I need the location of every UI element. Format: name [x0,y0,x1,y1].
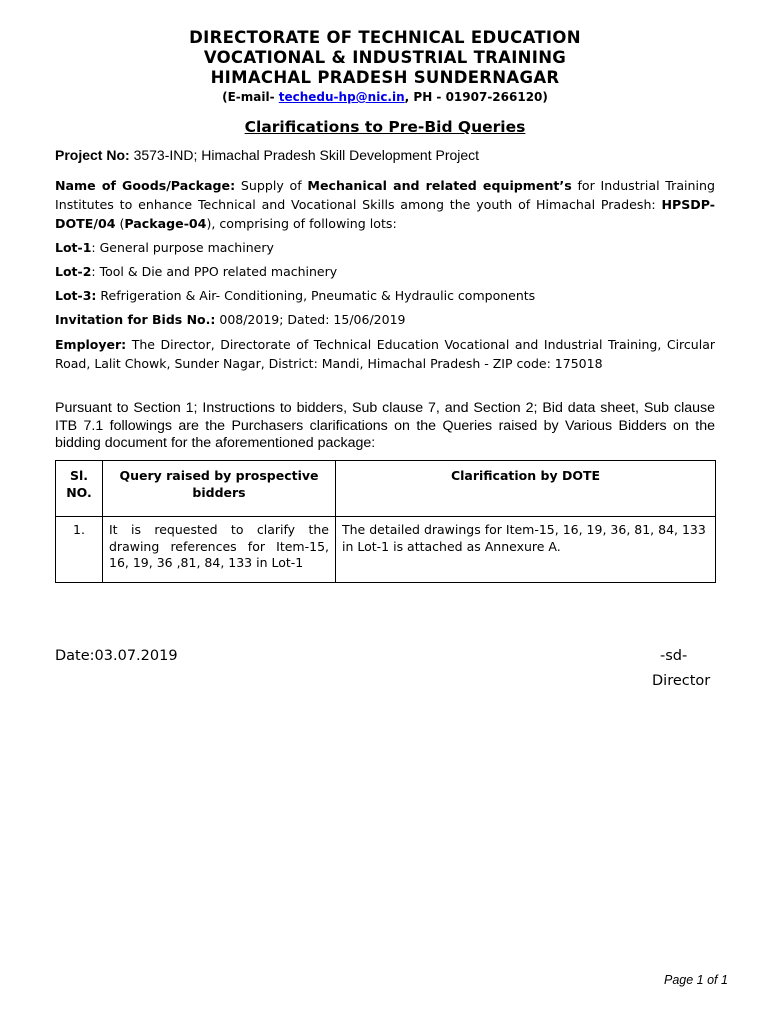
lot-label: Lot-3: [55,288,97,303]
header-sl-no: Sl. NO. [56,461,103,517]
goods-label: Name of Goods/Package: [55,178,236,193]
employer-paragraph [55,335,715,373]
project-value: 3573-IND; Himachal Pradesh Skill Development Project [129,147,480,163]
table-row [56,517,716,583]
contact-line [0,89,770,105]
cell-sl-no: 1. [56,517,103,583]
invitation-for-bids-line [55,310,715,329]
letterhead [0,28,770,105]
goods-text-1: Supply of [235,178,308,193]
signatory-title: Director [652,673,711,689]
ifb-label: Invitation for Bids No.: [55,312,216,327]
goods-package-code: HPSDP-DOTE/04 [55,197,715,231]
email-link[interactable]: techedu-hp@nic.in [278,90,405,104]
goods-text-4: ), comprising of following lots: [206,216,397,231]
phone-text: , PH - 01907-266120) [404,90,548,104]
queries-table [55,460,716,583]
ifb-text: 008/2019; Dated: 15/06/2019 [215,312,406,327]
header-clarification: Clarification by DOTE [336,461,716,517]
cell-clarification: The detailed drawings for Item-15, 16, 19, 36, 81, 84, 133 in Lot-1 is attached as Annexure A. [336,517,716,583]
document-date: Date:03.07.2019 [55,648,178,664]
pursuant-paragraph: Pursuant to Section 1; Instructions to bidders, Sub clause 7, and Section 2; Bid data sheet, Sub clause ITB 7.1 followings are the Purchasers clarifications on the Queries raised by Various Bidders on the bidding document for the aforementioned package: [55,400,715,451]
table-header-row [56,461,716,517]
lot-text: : General purpose machinery [91,240,274,255]
goods-text-2: for Industrial Training Institutes to enhance Technical and Vocational Skills among the youth of Himachal Pradesh: [55,178,715,212]
lot-text: Refrigeration & Air- Conditioning, Pneumatic & Hydraulic components [96,288,536,303]
cell-query: It is requested to clarify the drawing references for Item-15, 16, 19, 36 ,81, 84, 133 in Lot-1 [103,517,336,583]
email-prefix: (E-mail- [222,90,279,104]
signature-sd: -sd- [660,648,688,664]
employer-label: Employer: [55,337,127,352]
employer-text: The Director, Directorate of Technical Education Vocational and Industrial Training, Circular Road, Lalit Chowk, Sunder Nagar, District: Mandi, Himachal Pradesh - ZIP code: 175018 [55,337,715,371]
goods-package-paragraph [55,176,715,233]
goods-bold-1: Mechanical and related equipment’s [307,178,572,193]
org-name-line-2: VOCATIONAL & INDUSTRIAL TRAINING [203,48,567,67]
page-title: Clarifications to Pre-Bid Queries [244,118,526,136]
org-name-line-3: HIMACHAL PRADESH SUNDERNAGAR [210,68,560,87]
lot-line [55,286,715,305]
lot-text: : Tool & Die and PPO related machinery [91,264,338,279]
org-name-line-1: DIRECTORATE OF TECHNICAL EDUCATION [189,28,581,47]
lot-label: Lot-1 [55,240,92,255]
header-query: Query raised by prospective bidders [103,461,336,517]
page-number: Page 1 of 1 [664,973,728,987]
project-line [55,146,715,165]
goods-package-number: Package-04 [124,216,207,231]
lot-label: Lot-2 [55,264,92,279]
lot-line [55,238,715,257]
project-label: Project No: [55,147,130,163]
goods-text-3: ( [115,216,125,231]
lot-line [55,262,715,281]
